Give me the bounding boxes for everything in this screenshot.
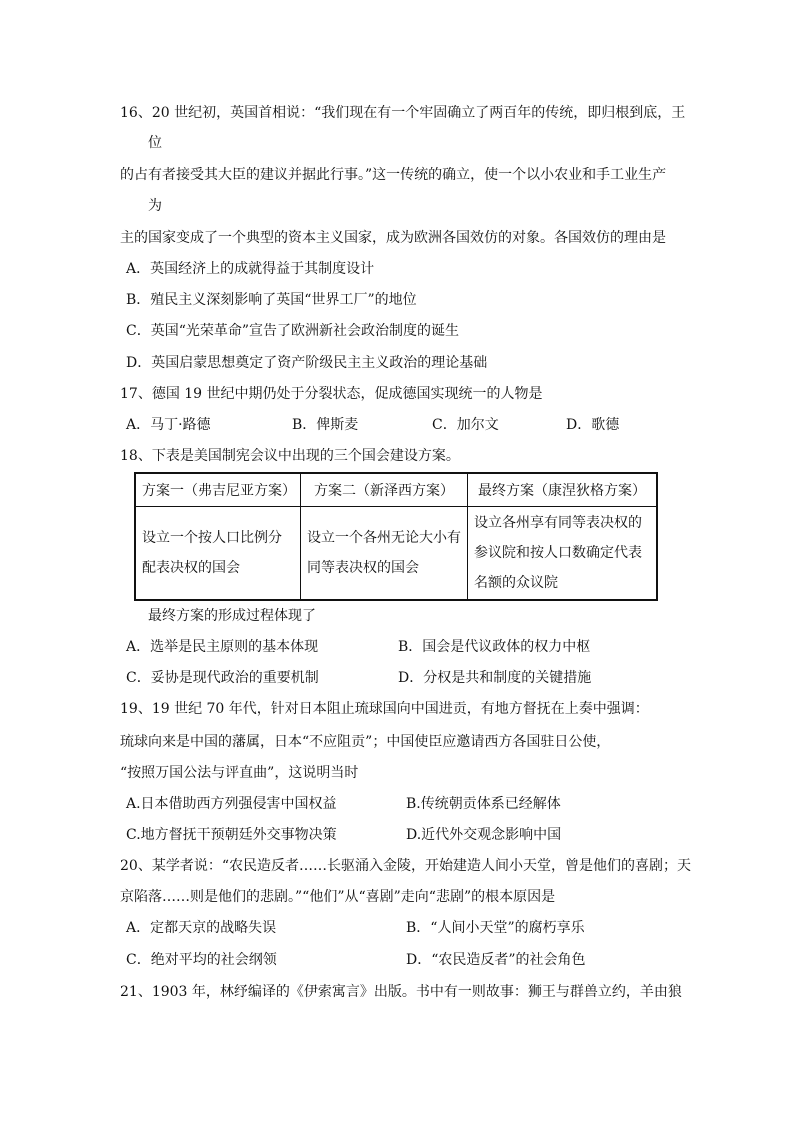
q20-stem-line1: 20、某学者说：“农民造反者……长驱涌入金陵，开始建造人间小天堂，曾是他们的喜剧；天 [120,858,691,874]
q18-option-a: A．选举是民主原则的基本体现 [126,639,319,655]
q16-option-b: B．殖民主义深刻影响了英国“世界工厂”的地位 [126,292,417,308]
q16-stem-line2b: 为 [148,198,162,214]
q16-option-a: A．英国经济上的成就得益于其制度设计 [126,261,375,277]
q17-option-c: C．加尔文 [432,417,499,433]
q20-option-a: A．定都天京的战略失误 [126,920,277,936]
q18-cell-final: 设立各州享有同等表决权的参议院和按人口数确定代表名额的众议院 [468,507,658,601]
q16-option-d: D．英国启蒙思想奠定了资产阶级民主主义政治的理论基础 [126,355,488,371]
q18-plan-table [134,472,658,601]
q16-stem-line1b: 位 [148,135,162,151]
q19-option-b: B.传统朝贡体系已经解体 [406,796,561,812]
q18-header-final: 最终方案（康涅狄格方案） [468,473,658,507]
q17-option-a: A．马丁·路德 [126,417,211,433]
q21-stem-line1: 21、1903 年，林纾编译的《伊索寓言》出版。书中有一则故事：狮王与群兽立约，羊由狼 [120,984,682,1000]
q20-stem-line2: 京陷落……则是他们的悲剧。”“他们”从“喜剧”走向“悲剧”的根本原因是 [120,889,556,905]
q19-stem-line3: “按照万国公法与评直曲”，这说明当时 [120,765,359,781]
q20-option-c: C．绝对平均的社会纲领 [126,952,277,968]
q18-header-plan2: 方案二（新泽西方案） [301,473,468,507]
q20-option-d: D．“农民造反者”的社会角色 [406,952,586,968]
q17-stem: 17、德国 19 世纪中期仍处于分裂状态，促成德国实现统一的人物是 [120,386,543,402]
q18-header-plan1: 方案一（弗吉尼亚方案） [135,473,301,507]
q19-option-a: A.日本借助西方列强侵害中国权益 [126,796,337,812]
q19-stem-line1: 19、19 世纪 70 年代，针对日本阻止琉球国向中国进贡，有地方督抚在上奏中强调： [120,701,649,717]
q17-option-b: B．俾斯麦 [292,417,359,433]
q18-cell-plan2: 设立一个各州无论大小有同等表决权的国会 [301,507,468,601]
q16-stem-line3: 主的国家变成了一个典型的资本主义国家，成为欧洲各国效仿的对象。各国效仿的理由是 [120,230,666,246]
q20-option-b: B．“人间小天堂”的腐朽享乐 [406,920,585,936]
q18-cell-plan1: 设立一个按人口比例分配表决权的国会 [135,507,301,601]
q18-option-c: C．妥协是现代政治的重要机制 [126,670,319,686]
q19-stem-line2: 琉球向来是中国的藩属，日本“不应阻贡”；中国使臣应邀请西方各国驻日公使， [120,734,611,750]
q18-option-b: B．国会是代议政体的权力中枢 [398,639,591,655]
q17-option-d: D．歌德 [566,417,620,433]
q18-option-d: D．分权是共和制度的关键措施 [398,670,592,686]
q18-stem: 18、下表是美国制宪会议中出现的三个国会建设方案。 [120,448,460,464]
q18-after-table: 最终方案的形成过程体现了 [148,608,316,624]
q16-stem-line1: 16、20 世纪初，英国首相说：“我们现在有一个牢固确立了两百年的传统，即归根到底，王 [120,105,686,121]
q19-option-c: C.地方督抚干预朝廷外交事物决策 [126,827,337,843]
q16-option-c: C．英国“光荣革命”宣告了欧洲新社会政治制度的诞生 [126,323,460,339]
q16-stem-line2: 的占有者接受其大臣的建议并据此行事。”这一传统的确立，使一个以小农业和手工业生产 [120,167,667,183]
q19-option-d: D.近代外交观念影响中国 [406,827,562,843]
